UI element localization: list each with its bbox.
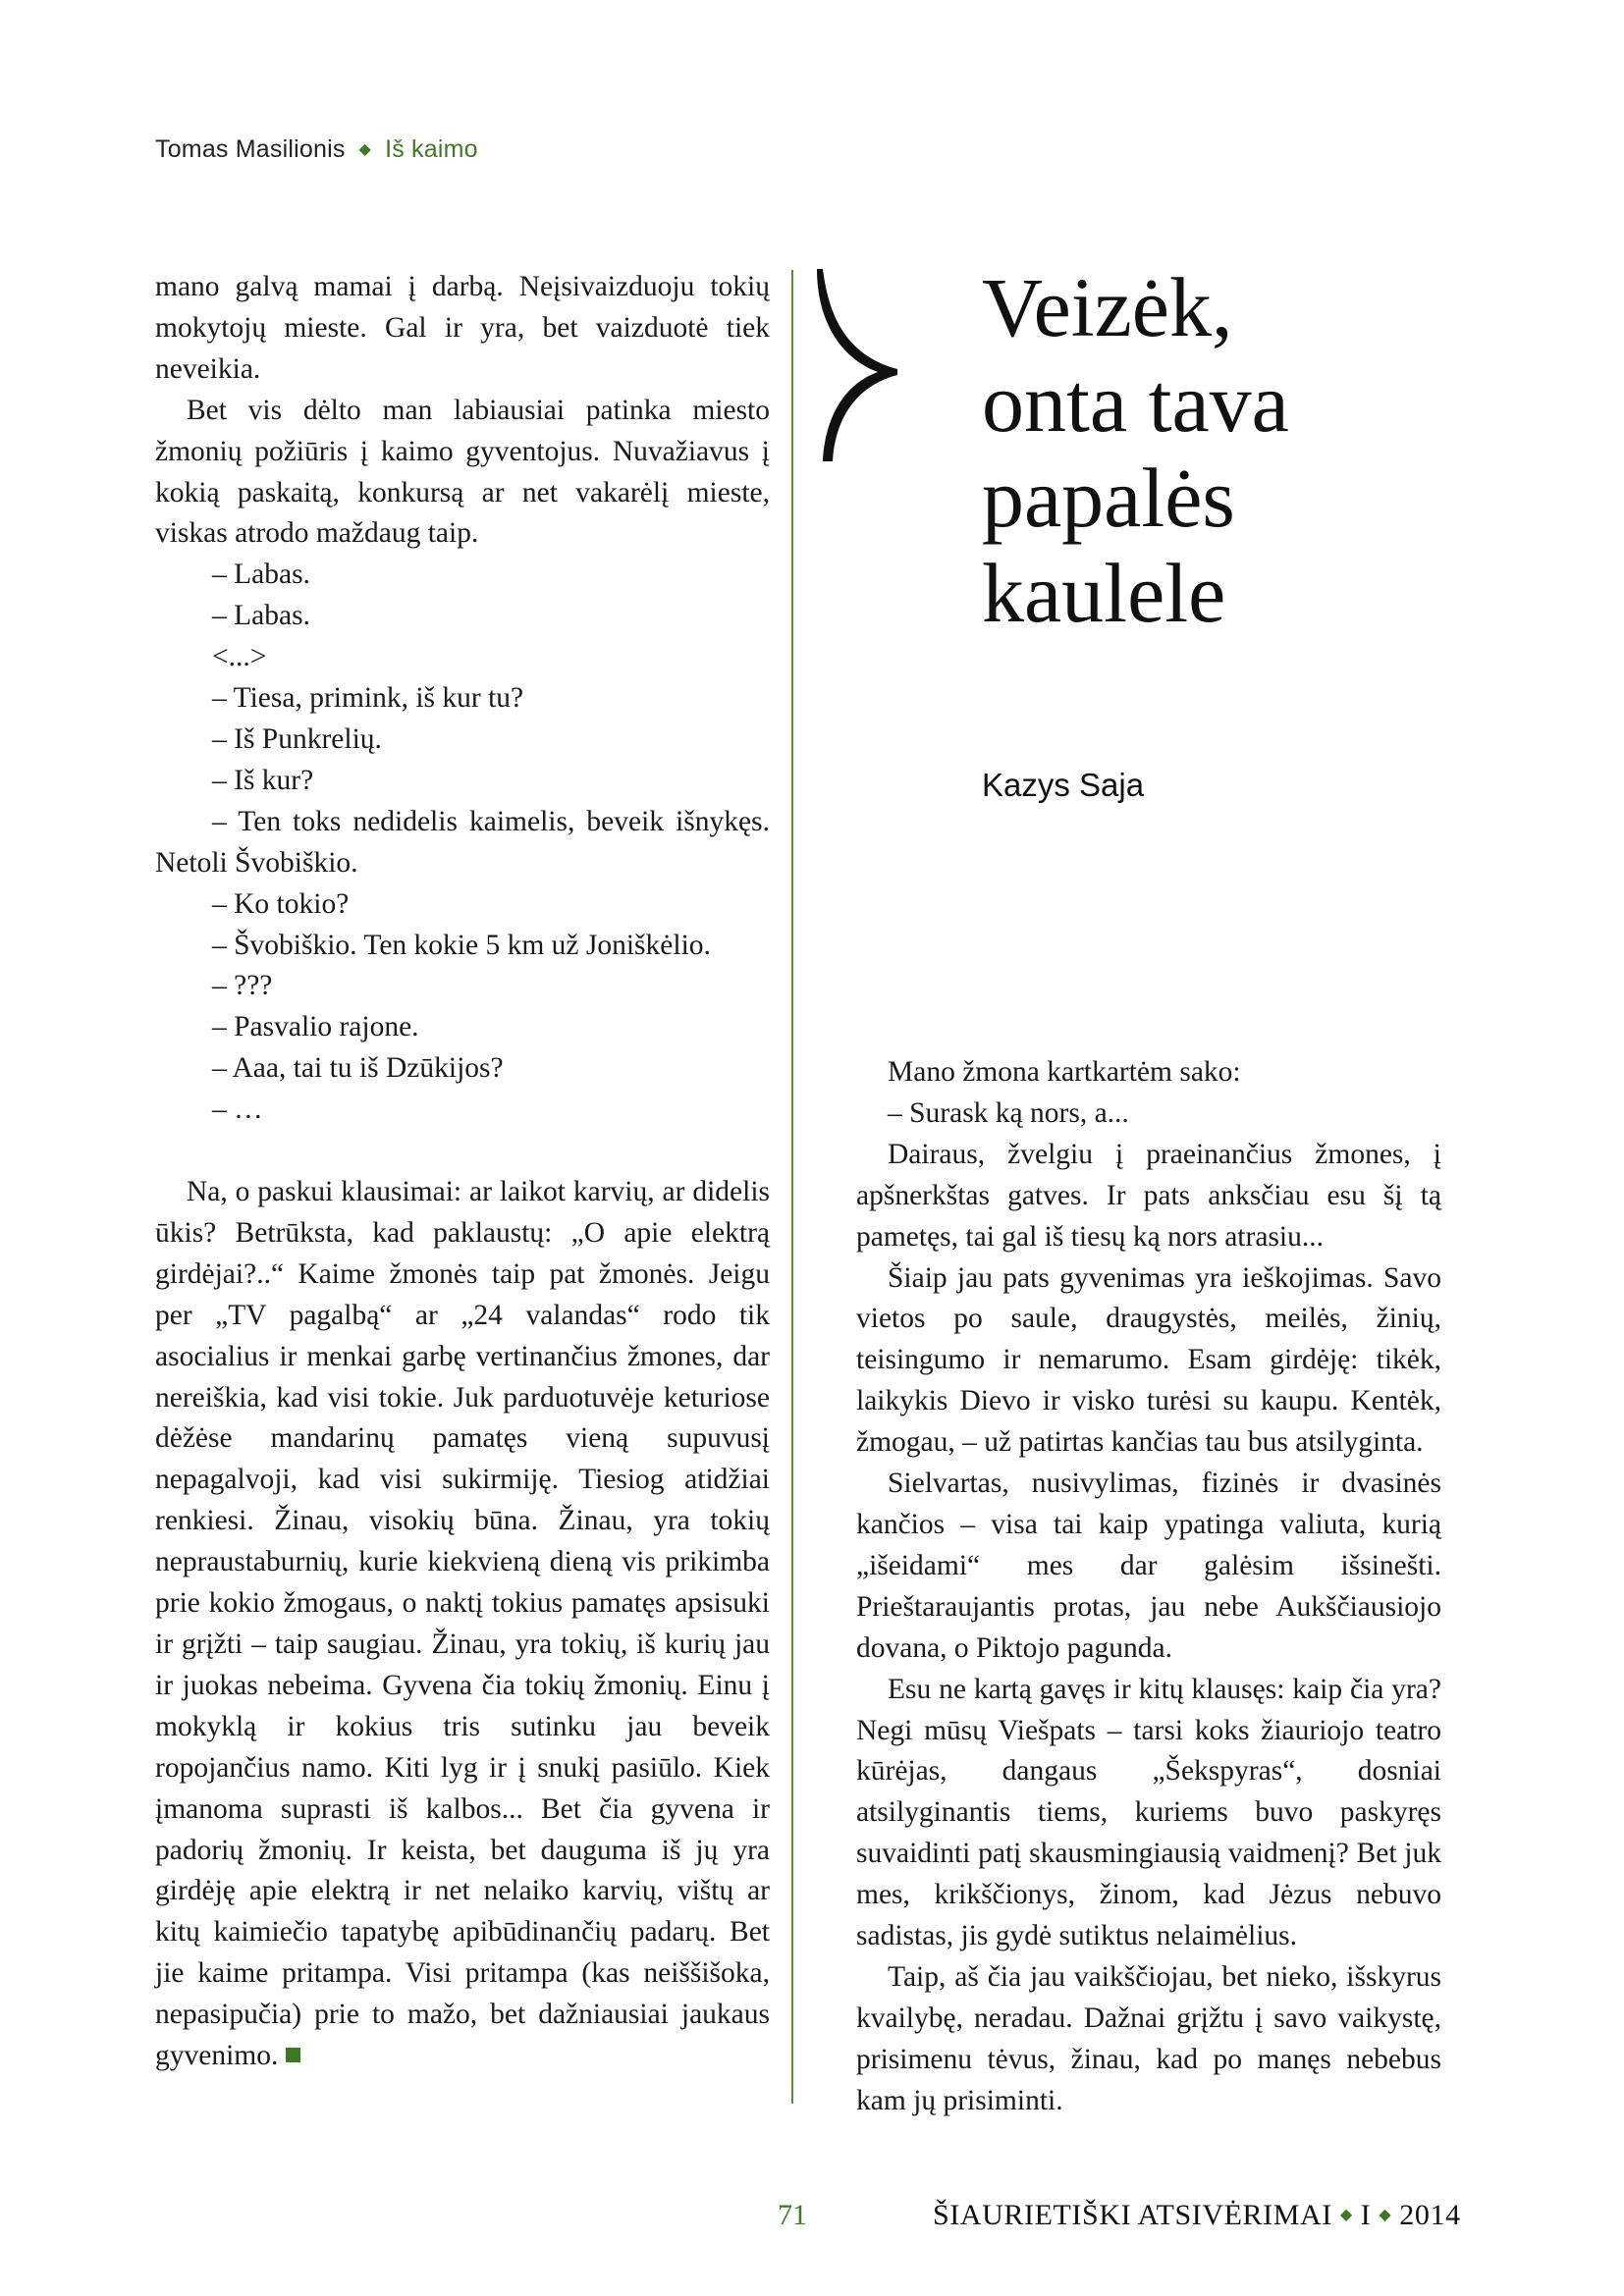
end-mark-icon (286, 2048, 300, 2062)
diamond-icon: ◆ (1339, 2207, 1353, 2223)
paragraph: mano galvą mamai į darbą. Neįsivaizduoju tokių mokytojų mieste. Gal ir yra, bet vaizduotė tiek neveikia. (155, 271, 770, 385)
title-line: onta tava (982, 355, 1289, 450)
title-line: papalės (982, 451, 1235, 545)
paragraph-gap (155, 1131, 770, 1172)
paragraph: Sielvartas, nusivylimas, fizinės ir dvasinės kančios – visa tai kaip ypatinga valiuta, kurią „išeidami“ mes dar galėsim išsinešti. Prieštaraujantis protas, jau nebe Aukščiausiojo dovana, o Piktojo pagunda. (856, 1468, 1441, 1664)
dialogue-line: – Iš kur? (212, 764, 314, 796)
dialogue-line: – Labas. (212, 559, 310, 591)
dialogue-line: – Ten toks nedidelis kaimelis, beveik išnykęs. Netoli Švobiškio. (155, 805, 770, 879)
dialogue-line: – Iš Punkrelių. (212, 722, 382, 755)
article-title (982, 260, 1289, 641)
title-line: Veizėk, (982, 260, 1233, 354)
paragraph: Taip, aš čia jau vaikščiojau, bet nieko, išskyrus kvailybę, neradau. Dažnai grįžtu į savo vaikystę, prisimenu tėvus, žinau, kad po manęs nebebus kam jų prisiminti. (856, 1960, 1441, 2116)
dialogue-line: – … (212, 1094, 263, 1126)
paragraph: Bet vis dėlto man labiausiai patinka miesto žmonių požiūris į kaimo gyventojus. Nuvažiavus į kokią paskaitą, konkursą ar net vakarėlį mieste, viskas atrodo maždaug taip. (155, 394, 770, 550)
diamond-icon: ◆ (1379, 2207, 1392, 2223)
article-author: Kazys Saja (982, 767, 1145, 803)
dialogue-line: <...> (212, 641, 267, 673)
page-number: 71 (778, 2199, 807, 2231)
right-column-article-body (856, 1052, 1441, 2122)
running-head (155, 135, 478, 164)
paragraph: – Surask ką nors, a... (888, 1096, 1129, 1129)
dialogue-line: – ??? (212, 970, 273, 1002)
dialogue-line: – Švobiškio. Ten kokie 5 km už Joniškėlio. (212, 929, 711, 961)
curly-brace-icon (817, 267, 899, 463)
journal-issue: I (1360, 2199, 1372, 2231)
paragraph: Šiaip jau pats gyvenimas yra ieškojimas. Savo vietos po saule, draugystės, meilės, žinių, teisingumo ir nemarumo. Esam girdėję: tikėk, laikykis Dievo ir visko turėsi su kaupu. Kentėk, žmogau, – už patirtas kančias tau bus atsilyginta. (856, 1261, 1441, 1459)
paragraph: Esu ne kartą gavęs ir kitų klausęs: kaip čia yra? Negi mūsų Viešpats – tarsi koks žiauriojo teatro kūrėjas, dangaus „Šekspyras“, dosniai atsilyginantis tiems, kuriems buvo paskyręs suvaidinti patį skausmingiausią vaidmenį? Bet juk mes, krikščionys, žinom, kad Jėzus nebuvo sadistas, jis gydė sutiktus nelaimėlius. (856, 1673, 1441, 1952)
dialogue-line: – Labas. (212, 600, 310, 632)
journal-info (933, 2199, 1461, 2232)
dialogue-line: – Ko tokio? (212, 887, 350, 920)
column-divider (791, 270, 793, 2104)
diamond-icon: ◆ (358, 141, 372, 158)
dialogue-line: – Pasvalio rajone. (212, 1011, 419, 1043)
journal-title: ŠIAURIETIŠKI ATSIVĖRIMAI (933, 2199, 1332, 2231)
closing-paragraph (155, 1172, 770, 2077)
journal-year: 2014 (1399, 2199, 1461, 2231)
closing-paragraph-text: Na, o paskui klausimai: ar laikot karvių, ar didelis ūkis? Betrūksta, kad paklaustų: „O apie elektrą girdėjai?..“ Kaime žmonės taip pat žmonės. Jeigu per „TV pagalbą“ ar „24 valandas“ rodo tik asocialius ir menkai garbę vertinančius žmones, dar nereiškia, kad visi tokie. Juk parduotuvėje keturiose dėžėse mandarinų pamatęs vieną supuvusį nepagalvoji, kad visi sukirmiję. Tiesiog atidžiai renkiesi. Žinau, visokių būna. Žinau, yra tokių nepraustaburnių, kurie kiekvieną dieną vis prikimba prie kokio žmogaus, o naktį tokius pamatęs apsisuki ir grįžti – taip saugiau. Žinau, yra tokių, iš kurių jau ir juokas nebeima. Gyvena čia tokių žmonių. Einu į mokyklą ir kokius tris sutinku jau beveik ropojančius namo. Kiti lyg ir į snukį pasiūlo. Kiek įmanoma suprasti iš kalbos... Bet čia gyvena ir padorių žmonių. Ir keista, bet dauguma iš jų yra girdėję apie elektrą ir net nelaiko karvių, vištų ar kitų kaimiečio tapatybę apibūdinančių padarų. Bet jie kaime pritampa. Visi pritampa (kas neiššišoka, nepasipučia) prie to mažo, bet dažniausiai jaukaus gyvenimo. (155, 1176, 770, 2072)
dialogue-line: – Tiesa, primink, iš kur tu? (212, 682, 524, 715)
paragraph: Mano žmona kartkartėm sako: (888, 1056, 1241, 1088)
left-column-article-ending (155, 267, 770, 2077)
running-head-section: Iš kaimo (385, 135, 478, 163)
dialogue-line: – Aaa, tai tu iš Dzūkijos? (212, 1052, 504, 1085)
title-line: kaulele (982, 546, 1226, 640)
paragraph: Dairaus, žvelgiu į praeinančius žmones, į apšnerkštas gatves. Ir pats anksčiau esu šį tą pametęs, tai gal iš tiesų ką nors atrasiu... (856, 1138, 1441, 1253)
running-head-author: Tomas Masilionis (155, 135, 346, 163)
